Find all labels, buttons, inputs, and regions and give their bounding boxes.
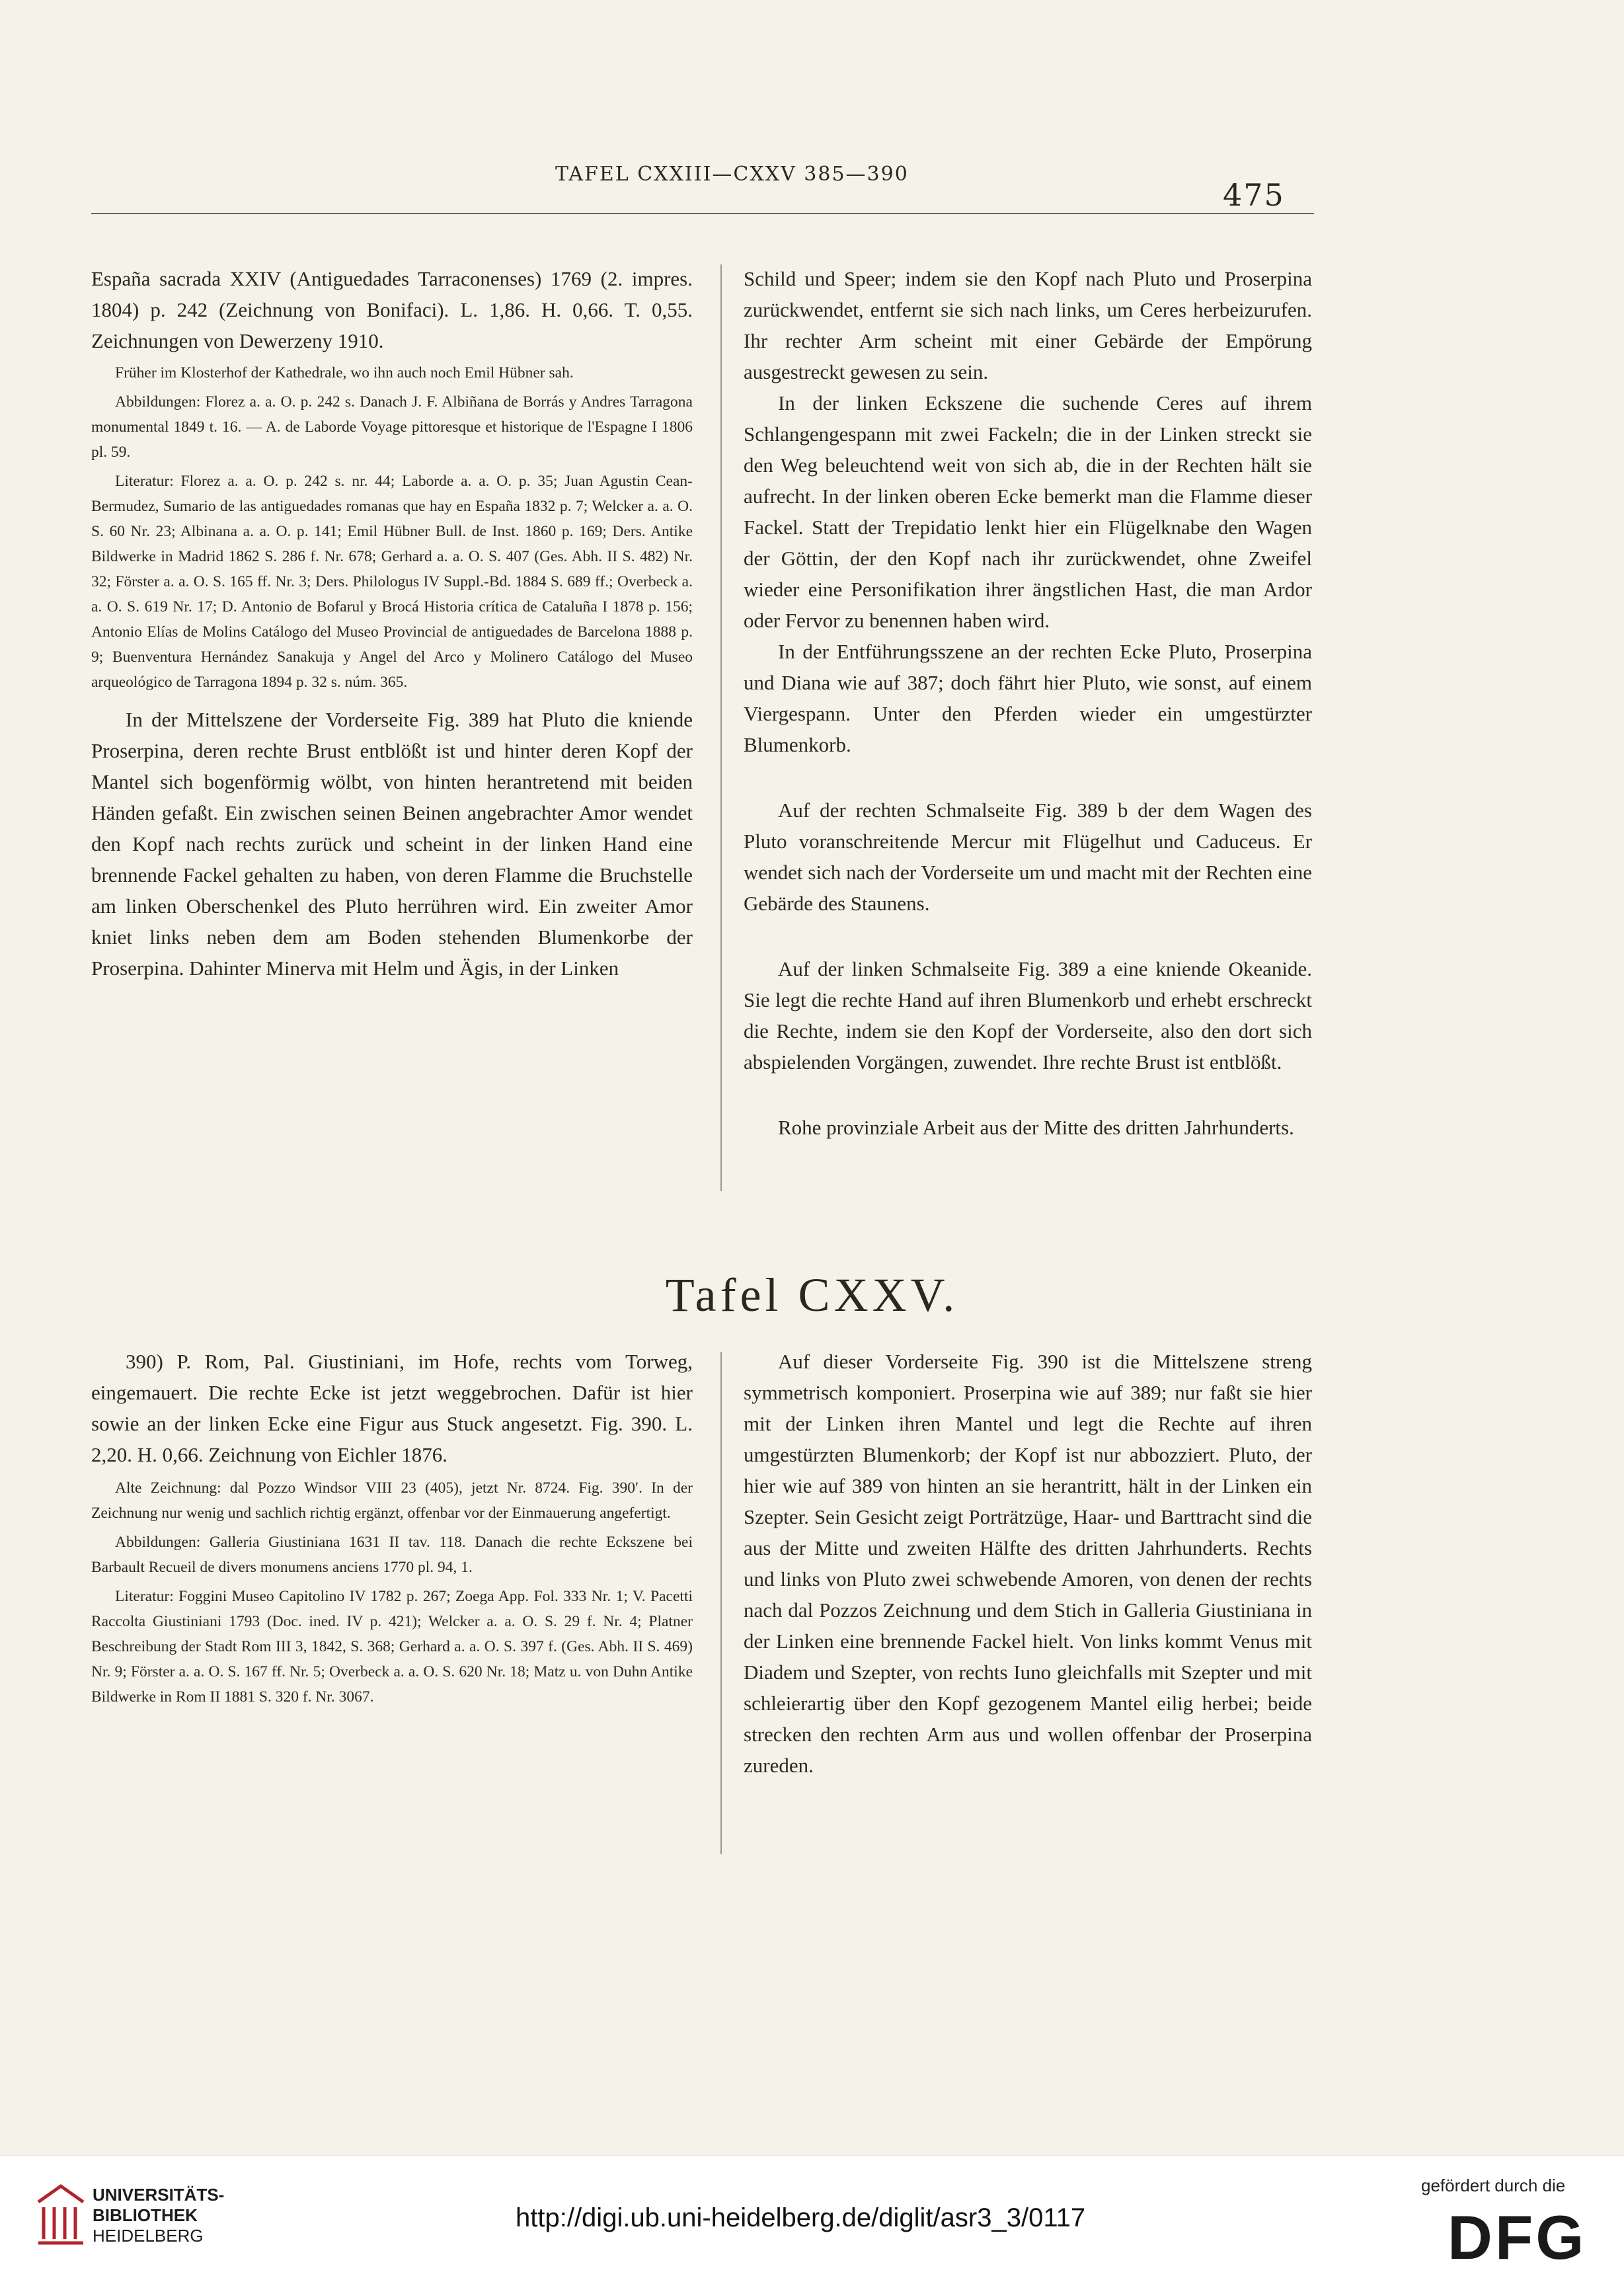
library-name <box>93 2185 224 2246</box>
funded-by-label: gefördert durch die <box>1421 2176 1566 2195</box>
right-top-paragraph-6: Rohe provinziale Arbeit aus der Mitte des dritten Jahrhunderts. <box>778 1116 1294 1139</box>
section-heading: Tafel CXXV. <box>665 1269 959 1321</box>
left-top-paragraph-1: España sacrada XXIV (Antiguedades Tarraconenses) 1769 (2. impres. 1804) p. 242 (Zeichnung von Bonifaci). L. 1,86. H. 0,66. T. 0,55. Zeichnungen von Dewerzeny 1910. <box>91 267 693 352</box>
right-top-paragraph-3: In der Entführungsszene an der rechten Ecke Pluto, Proserpina und Diana wie auf 387; doch fährt hier Pluto, wie sonst, auf einem Viergespann. Unter den Pferden wieder ein umgestürzter Blumenkorb. <box>744 640 1312 756</box>
dfg-logo: DFG <box>1448 2203 1587 2272</box>
page-number: 475 <box>1223 177 1285 213</box>
header-rule <box>91 213 1314 214</box>
footer-bar <box>0 2155 1624 2276</box>
left-bottom-paragraph-1: 390) P. Rom, Pal. Giustiniani, im Hofe, rechts vom Torweg, eingemauert. Die rechte Ecke ist jetzt weggebrochen. Dafür ist hier sowie an der linken Ecke eine Figur aus Stuck angesetzt. Fig. 390. L. 2,20. H. 0,66. Zeichnung von Eichler 1876. <box>91 1350 693 1466</box>
left-bottom-paragraph-3: Abbildungen: Galleria Giustiniana 1631 II tav. 118. Danach die rechte Eckszene bei Barbault Recueil de divers monumens anciens 1770 pl. 94, 1. <box>91 1534 693 1576</box>
running-head: TAFEL CXXIII—CXXV 385—390 <box>555 163 909 186</box>
left-top-paragraph-2: Früher im Klosterhof der Kathedrale, wo ihn auch noch Emil Hübner sah. <box>115 364 574 381</box>
left-top-paragraph-5: In der Mittelszene der Vorderseite Fig. 389 hat Pluto die kniende Proserpina, deren rechte Brust entblößt ist und hinter deren Kopf der Mantel sich bogenförmig wölbt, von hinten herantretend mit beiden Händen gefaßt. Ein zwischen seinen Beinen angebrachter Amor wendet den Kopf nach rechts zurück und scheint in der linken Hand eine brennende Fackel gehalten zu haben, von deren Flamme die Bruchstelle am linken Oberschenkel des Pluto herrühren wird. Ein zweiter Amor kniet links neben dem am Boden stehenden Blumenkorbe der Proserpina. Dahinter Minerva mit Helm und Ägis, in der Linken <box>91 708 693 980</box>
right-column-bottom <box>744 1346 1312 1781</box>
left-bottom-paragraph-4: Literatur: Foggini Museo Capitolino IV 1782 p. 267; Zoega App. Fol. 333 Nr. 1; V. Pacetti Raccolta Giustiniani 1793 (Doc. ined. IV p. 421); Welcker a. a. O. S. 29 f. Nr. 4; Platner Beschreibung der Stadt Rom III 3, 1842, S. 368; Gerhard a. a. O. S. 397 f. (Ges. Abh. II S. 469) Nr. 9; Förster a. a. O. S. 167 ff. Nr. 5; Overbeck a. a. O. S. 620 Nr. 18; Matz u. von Duhn Antike Bildwerke in Rom II 1881 S. 320 f. Nr. 3067. <box>91 1588 693 1706</box>
left-column-top <box>91 263 693 984</box>
right-top-paragraph-5: Auf der linken Schmalseite Fig. 389 a eine kniende Okeanide. Sie legt die rechte Hand auf ihren Blumenkorb und erhebt erschreckt die Rechte, indem sie den Kopf der Vorderseite, also den dort sich abspielenden Vorgängen, zuwendet. Ihre rechte Brust ist entblößt. <box>744 957 1312 1074</box>
right-top-paragraph-4: Auf der rechten Schmalseite Fig. 389 b der dem Wagen des Pluto voranschreitende Mercur mit Flügelhut und Caduceus. Er wendet sich nach der Vorderseite um und macht mit der Rechten eine Gebärde des Staunens. <box>744 799 1312 915</box>
left-bottom-paragraph-2: Alte Zeichnung: dal Pozzo Windsor VIII 23 (405), jetzt Nr. 8724. Fig. 390′. In der Zeichnung nur wenig und sachlich richtig ergänzt, offenbar vor der Einmauerung angefertigt. <box>91 1479 693 1522</box>
left-column-bottom <box>91 1346 693 1709</box>
right-bottom-paragraph-1: Auf dieser Vorderseite Fig. 390 ist die Mittelszene streng symmetrisch komponiert. Proserpina wie auf 389; nur faßt sie hier mit der Linken ihren Mantel und legt die Rechte auf ihren umgestürzten Blumenkorb; der Kopf ist nur abbozziert. Pluto, der hier wie auf 389 von hinten an sie herantritt, hält in der Linken ein Szepter. Sein Gesicht zeigt Porträtzüge, Haar- und Barttracht sind die aus der Mitte und zweiten Hälfte des dritten Jahrhunderts. Rechts und links von Pluto zwei schwebende Amoren, von denen der rechts nach dal Pozzos Zeichnung und dem Stich in Galleria Giustiniana in der Linken eine brennende Fackel hielt. Von links kommt Venus mit Diadem und Szepter, von rechts Iuno gleichfalls mit Szepter und mit schleierartig über den Kopf gezogenem Mantel eilig herbei; beide strecken den rechten Arm aus und wollen offenbar der Proserpina zureden. <box>744 1350 1312 1777</box>
column-divider-bottom <box>720 1352 722 1854</box>
column-divider-top <box>720 264 722 1191</box>
university-library-logo-icon <box>34 2182 87 2246</box>
left-top-paragraph-4: Literatur: Florez a. a. O. p. 242 s. nr. 44; Laborde a. a. O. p. 35; Juan Agustin Cean-Bermudez, Sumario de las antiguedades romanas que hay en España 1832 p. 7; Welcker a. a. O. S. 60 Nr. 23; Albinana a. a. O. p. 141; Emil Hübner Bull. de Inst. 1860 p. 169; Ders. Antike Bildwerke in Madrid 1862 S. 286 f. Nr. 678; Gerhard a. a. O. S. 407 (Ges. Abh. II S. 482) Nr. 32; Förster a. a. O. S. 165 ff. Nr. 3; Ders. Philologus IV Suppl.-Bd. 1884 S. 689 ff.; Overbeck a. a. O. S. 619 Nr. 17; D. Antonio de Bofarul y Brocá Historia crítica de Cataluña I 1878 p. 156; Antonio Elías de Molins Catálogo del Museo Provincial de antiguedades de Barcelona 1888 p. 9; Buenventura Hernández Sanakuja y Angel del Arco y Molinero Catálogo del Museo arqueológico de Tarragona 1894 p. 32 s. núm. 365. <box>91 473 693 691</box>
library-name-line-3: HEIDELBERG <box>93 2226 204 2246</box>
library-name-line-2: BIBLIOTHEK <box>93 2205 198 2225</box>
right-top-paragraph-1: Schild und Speer; indem sie den Kopf nach Pluto und Proserpina zurückwendet, entfernt sie sich nach links, um Ceres herbeizurufen. Ihr rechter Arm scheint mit einer Gebärde der Empörung ausgestreckt gewesen zu sein. <box>744 267 1312 383</box>
right-column-top <box>744 263 1312 1143</box>
digital-object-url[interactable]: http://digi.ub.uni-heidelberg.de/diglit/asr3_3/0117 <box>516 2203 1086 2232</box>
left-top-paragraph-3: Abbildungen: Florez a. a. O. p. 242 s. Danach J. F. Albiñana de Borrás y Andres Tarragona monumental 1849 t. 16. — A. de Laborde Voyage pittoresque et historique de l'Espagne I 1806 pl. 59. <box>91 393 693 461</box>
right-top-paragraph-2: In der linken Eckszene die suchende Ceres auf ihrem Schlangengespann mit zwei Fackeln; die in der Linken streckt sie den Weg beleuchtend weit von sich ab, die in der Rechten hält sie aufrecht. In der linken oberen Ecke bemerkt man die Flamme dieser Fackel. Statt der Trepidatio lenkt hier ein Flügelknabe den Wagen der Göttin, der den Kopf nach ihr zurückwendet, ohne Zweifel wieder eine Personifikation ihrer ängstlichen Hast, die man Ardor oder Fervor zu benennen haben wird. <box>744 391 1312 632</box>
library-name-line-1: UNIVERSITÄTS- <box>93 2185 225 2205</box>
